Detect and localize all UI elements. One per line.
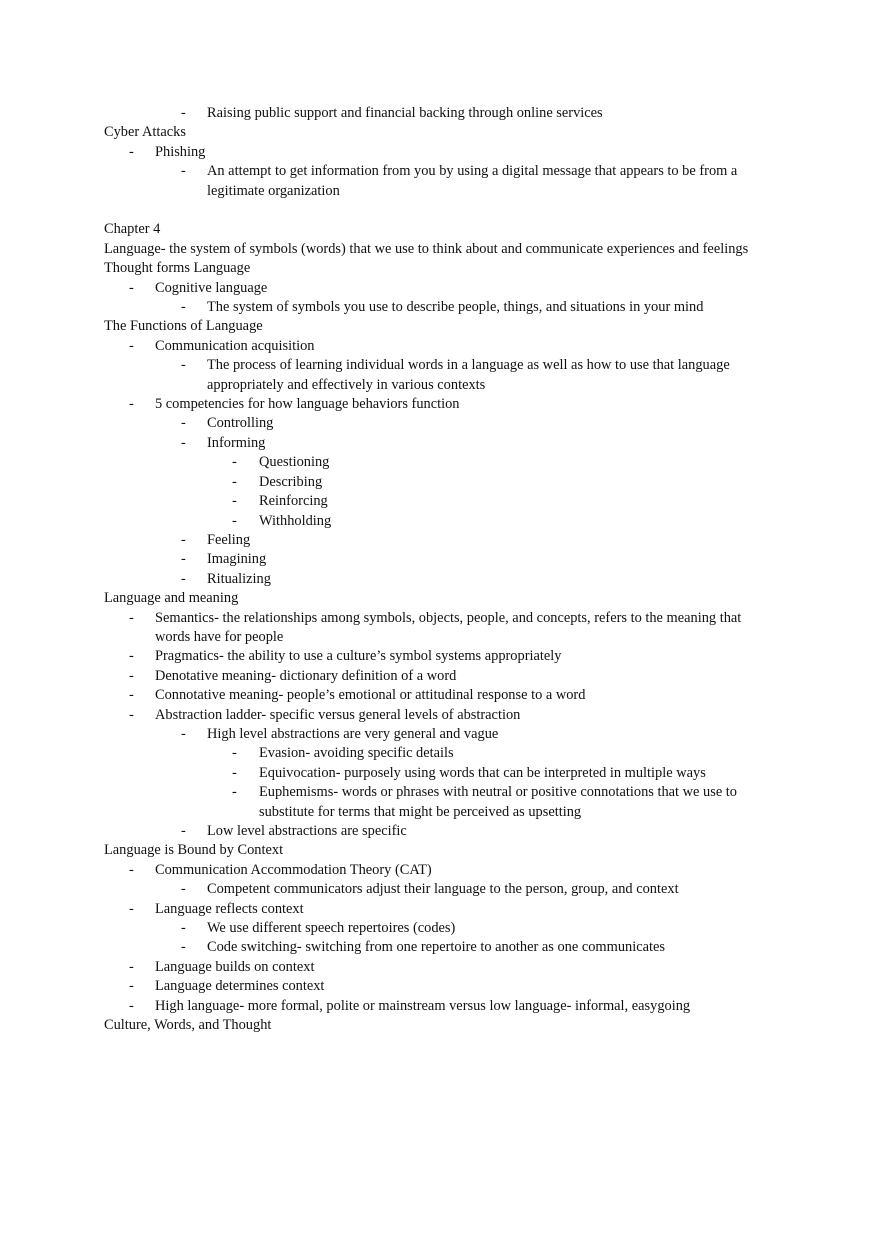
section-heading xyxy=(0,317,880,336)
heading-text: Thought forms Language xyxy=(104,260,251,277)
section-heading xyxy=(0,589,880,608)
bullet-dash: - xyxy=(232,473,237,490)
bullet-dash: - xyxy=(181,725,186,742)
list-item-level-2 xyxy=(0,822,880,841)
bullet-dash: - xyxy=(129,648,134,665)
bullet-dash: - xyxy=(129,997,134,1014)
list-item-level-2 xyxy=(0,550,880,569)
item-text: Describing xyxy=(259,473,323,490)
bullet-dash: - xyxy=(129,958,134,975)
heading-text: Language- the system of symbols (words) that we use to think about and communicate experiences and feelings xyxy=(104,240,749,257)
item-text: Feeling xyxy=(207,531,251,548)
item-text: Denotative meaning- dictionary definition of a word xyxy=(155,667,457,684)
item-text: Code switching- switching from one repertoire to another as one communicates xyxy=(207,939,665,956)
list-item-level-1 xyxy=(0,686,880,705)
heading-text: Language and meaning xyxy=(104,590,239,607)
bullet-dash: - xyxy=(181,570,186,587)
bullet-dash: - xyxy=(129,279,134,296)
bullet-dash: - xyxy=(129,609,134,626)
heading-text: Cyber Attacks xyxy=(104,124,186,141)
item-text: Withholding xyxy=(259,512,332,529)
list-item-level-1 xyxy=(0,900,880,919)
bullet-dash: - xyxy=(181,299,186,316)
bullet-dash: - xyxy=(181,551,186,568)
item-text: Ritualizing xyxy=(207,570,271,587)
list-item-level-1 xyxy=(0,958,880,977)
list-item-level-1 xyxy=(0,861,880,880)
bullet-dash: - xyxy=(232,454,237,471)
bullet-dash: - xyxy=(129,861,134,878)
bullet-dash: - xyxy=(181,920,186,937)
item-text: We use different speech repertoires (codes) xyxy=(207,920,456,937)
list-item-level-1 xyxy=(0,609,880,648)
item-text: Cognitive language xyxy=(155,279,268,296)
list-item-level-1 xyxy=(0,143,880,162)
item-text: Controlling xyxy=(207,415,274,432)
item-text: 5 competencies for how language behaviors function xyxy=(155,396,460,413)
item-text: Phishing xyxy=(155,143,206,160)
list-item-level-2 xyxy=(0,919,880,938)
bullet-dash: - xyxy=(232,512,237,529)
item-text: Informing xyxy=(207,434,266,451)
bullet-dash: - xyxy=(181,163,186,180)
bullet-dash: - xyxy=(129,337,134,354)
item-text: Language builds on context xyxy=(155,958,315,975)
bullet-dash: - xyxy=(232,784,237,801)
item-text: High level abstractions are very general and vague xyxy=(207,725,499,742)
list-item-level-2 xyxy=(0,531,880,550)
item-text: Questioning xyxy=(259,454,330,471)
list-item-level-3 xyxy=(0,744,880,763)
list-item-level-1 xyxy=(0,647,880,666)
bullet-dash: - xyxy=(129,687,134,704)
bullet-dash: - xyxy=(129,900,134,917)
item-text: Connotative meaning- people’s emotional or attitudinal response to a word xyxy=(155,687,586,704)
item-text: Equivocation- purposely using words that can be interpreted in multiple ways xyxy=(259,764,706,781)
list-item-level-3 xyxy=(0,453,880,472)
list-item-level-2 xyxy=(0,414,880,433)
list-item-level-2 xyxy=(0,104,880,123)
bullet-dash: - xyxy=(181,531,186,548)
section-heading xyxy=(0,240,880,259)
list-item-level-1 xyxy=(0,977,880,996)
list-item-level-3 xyxy=(0,764,880,783)
bullet-dash: - xyxy=(181,415,186,432)
notes-outline xyxy=(0,104,880,1035)
item-text: High language- more formal, polite or mainstream versus low language- informal, easygoing xyxy=(155,997,691,1014)
bullet-dash: - xyxy=(129,978,134,995)
item-text: Evasion- avoiding specific details xyxy=(259,745,454,762)
item-text: Raising public support and financial backing through online services xyxy=(207,105,603,121)
item-text: The system of symbols you use to describe people, things, and situations in your mind xyxy=(207,299,704,316)
item-text: Semantics- the relationships among symbols, objects, people, and concepts, refers to the meaning that words have for people xyxy=(155,609,742,645)
heading-text: Chapter 4 xyxy=(104,221,161,238)
list-item-level-2 xyxy=(0,434,880,453)
section-heading xyxy=(0,220,880,239)
list-item-level-2 xyxy=(0,938,880,957)
list-item-level-2 xyxy=(0,725,880,744)
list-item-level-1 xyxy=(0,337,880,356)
bullet-dash: - xyxy=(232,764,237,781)
list-item-level-2 xyxy=(0,162,880,201)
list-item-level-2 xyxy=(0,298,880,317)
bullet-dash: - xyxy=(181,105,186,121)
bullet-dash: - xyxy=(129,667,134,684)
bullet-dash: - xyxy=(232,493,237,510)
item-text: Communication Accommodation Theory (CAT) xyxy=(155,861,432,878)
bullet-dash: - xyxy=(181,881,186,898)
item-text: The process of learning individual words in a language as well as how to use that language appropriately and effectively in various contexts xyxy=(207,357,730,393)
item-text: An attempt to get information from you by using a digital message that appears to be from a legitimate organization xyxy=(207,163,738,199)
blank-line xyxy=(0,201,880,220)
item-text: Abstraction ladder- specific versus general levels of abstraction xyxy=(155,706,521,723)
bullet-dash: - xyxy=(181,357,186,374)
list-item-level-1 xyxy=(0,667,880,686)
section-heading xyxy=(0,259,880,278)
item-text: Language determines context xyxy=(155,978,325,995)
bullet-dash: - xyxy=(181,823,186,840)
item-text: Imagining xyxy=(207,551,267,568)
bullet-dash: - xyxy=(181,939,186,956)
item-text: Language reflects context xyxy=(155,900,304,917)
heading-text: Culture, Words, and Thought xyxy=(104,1017,272,1034)
section-heading xyxy=(0,123,880,142)
item-text: Competent communicators adjust their language to the person, group, and context xyxy=(207,881,679,898)
item-text: Low level abstractions are specific xyxy=(207,823,407,840)
list-item-level-3 xyxy=(0,783,880,822)
item-text: Pragmatics- the ability to use a culture’s symbol systems appropriately xyxy=(155,648,562,665)
list-item-level-3 xyxy=(0,492,880,511)
list-item-level-2 xyxy=(0,570,880,589)
list-item-level-1 xyxy=(0,997,880,1016)
list-item-level-1 xyxy=(0,395,880,414)
section-heading xyxy=(0,841,880,860)
item-text: Euphemisms- words or phrases with neutral or positive connotations that we use to substitute for terms that might be perceived as upsetting xyxy=(259,784,738,820)
heading-text: The Functions of Language xyxy=(104,318,263,335)
heading-text: Language is Bound by Context xyxy=(104,842,284,859)
list-item-level-1 xyxy=(0,279,880,298)
list-item-level-1 xyxy=(0,706,880,725)
bullet-dash: - xyxy=(129,706,134,723)
item-text: Reinforcing xyxy=(259,493,328,510)
bullet-dash: - xyxy=(232,745,237,762)
bullet-dash: - xyxy=(181,434,186,451)
list-item-level-3 xyxy=(0,473,880,492)
list-item-level-2 xyxy=(0,880,880,899)
section-heading xyxy=(0,1016,880,1035)
list-item-level-2 xyxy=(0,356,880,395)
item-text: Communication acquisition xyxy=(155,337,315,354)
bullet-dash: - xyxy=(129,396,134,413)
list-item-level-3 xyxy=(0,512,880,531)
bullet-dash: - xyxy=(129,143,134,160)
